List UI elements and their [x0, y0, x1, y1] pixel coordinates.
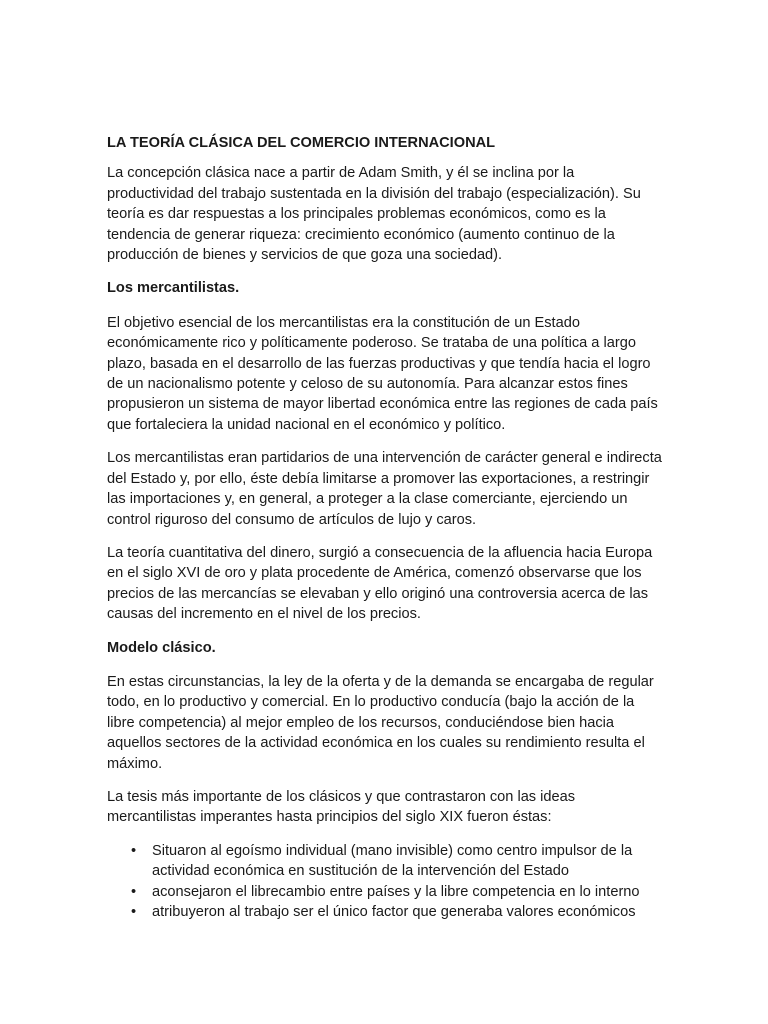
list-item: [107, 882, 663, 902]
paragraph: Los mercantilistas eran partidarios de una intervención de carácter general e indirecta del Estado y, por ello, éste debía limitarse a promover las exportaciones, a restringir las importaciones y, en general, a proteger a la clase comerciante, ejerciendo un control riguroso del consumo de artículos de lujo y caros.: [107, 450, 662, 528]
bullet-icon: •: [131, 883, 137, 900]
paragraph: La tesis más importante de los clásicos y que contrastaron con las ideas mercantilistas imperantes hasta principios del siglo XIX fueron éstas:: [107, 788, 576, 826]
section-heading-modelo-clasico: Modelo clásico.: [107, 639, 216, 656]
intro-paragraph: La concepción clásica nace a partir de Adam Smith, y él se inclina por la productividad del trabajo sustentada en la división del trabajo (especialización). Su teoría es dar respuestas a los principales problemas económicos, como es la tendencia de generar riqueza: crecimiento económico (aumento continuo de la producción de bienes y servicios de que goza una sociedad).: [107, 165, 641, 264]
document-body: [107, 133, 663, 922]
section-heading-mercantilistas: Los mercantilistas.: [107, 280, 240, 297]
list-item-text: Situaron al egoísmo individual (mano invisible) como centro impulsor de la actividad económica en sustitución de la intervención del Estado: [152, 842, 633, 880]
list-item-text: aconsejaron el librecambio entre países y la libre competencia en lo interno: [152, 883, 640, 900]
list-item: [107, 902, 663, 922]
bullet-list: [107, 841, 663, 923]
list-item-text: atribuyeron al trabajo ser el único factor que generaba valores económicos: [152, 904, 636, 920]
list-item: [107, 841, 663, 882]
paragraph: La teoría cuantitativa del dinero, surgió a consecuencia de la afluencia hacia Europa en el siglo XVI de oro y plata procedente de América, comenzó observarse que los precios de las mercancías se elevaban y ello originó una controversia acerca de las causas del incremento en el nivel de los precios.: [107, 544, 653, 623]
bullet-icon: •: [131, 842, 137, 859]
paragraph: El objetivo esencial de los mercantilistas era la constitución de un Estado económicamente rico y políticamente poderoso. Se trataba de una política a largo plazo, basada en el desarrollo de las fuerzas productivas y que tendía hacia el logro de un nacionalismo potente y celoso de su autonomía. Para alcanzar estos fines propusieron un sistema de mayor libertad económica entre las regiones de cada país que fortaleciera la unidad nacional en el económico y político.: [107, 314, 658, 433]
document-title: LA TEORÍA CLÁSICA DEL COMERCIO INTERNACIONAL: [107, 135, 496, 151]
bullet-icon: •: [131, 904, 137, 920]
paragraph: En estas circunstancias, la ley de la oferta y de la demanda se encargaba de regular todo, en lo productivo y comercial. En lo productivo conducía (bajo la acción de la libre competencia) al mejor empleo de los recursos, conduciéndose bien hacia aquellos sectores de la actividad económica en los cuales su rendimiento resulta el máximo.: [107, 673, 654, 772]
